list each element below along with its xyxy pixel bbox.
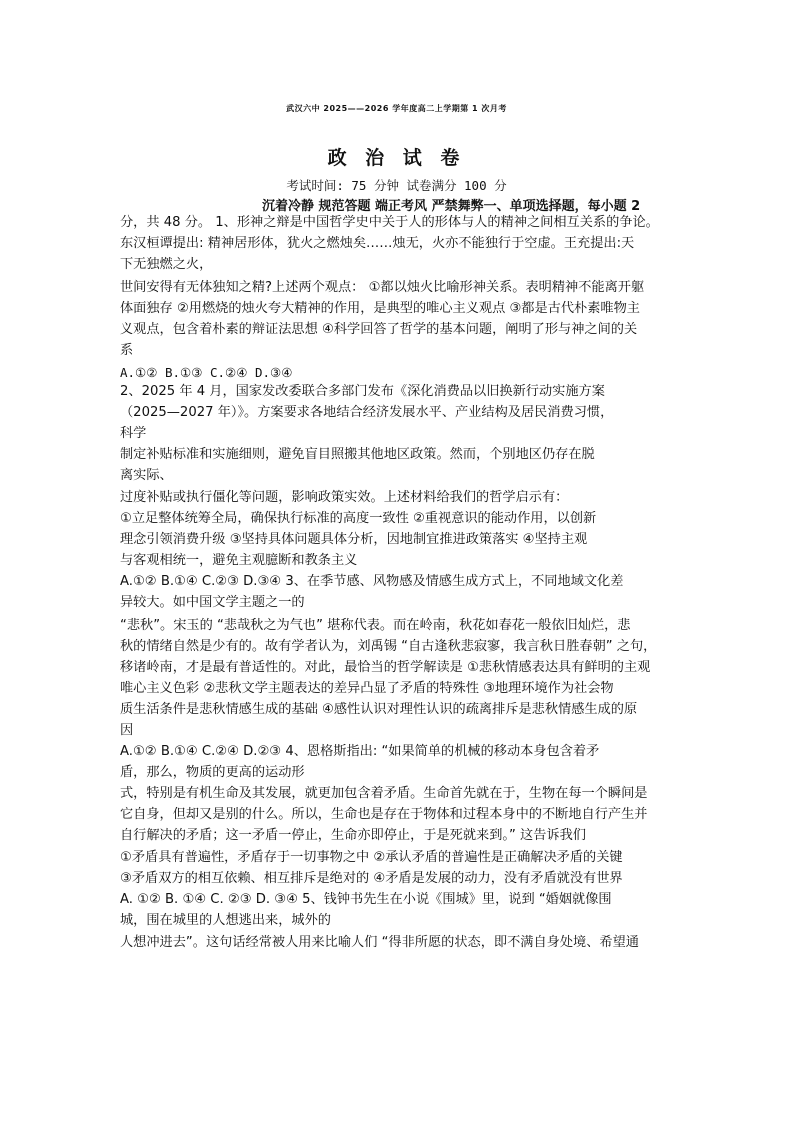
text-line: 秋的情绪自然是少有的。故有学者认为，刘禹锡 “自古逢秋悲寂寥，我言秋日胜春朝” 之句， bbox=[120, 639, 657, 654]
text-line: 分，共 48 分。 1、形神之辩是中国哲学史中关于人的形体与人的精神之间相互关系的争论。 bbox=[120, 215, 659, 230]
text-line: 制定补贴标准和实施细则，避免盲目照搬其他地区政策。然而，个别地区仍存在脱 bbox=[120, 447, 595, 462]
text-line: 自行解决的矛盾；这一矛盾一停止，生命亦即停止，于是死就来到。” 这告诉我们 bbox=[120, 828, 586, 843]
text-line: 体面独存 ②用燃烧的烛火夸大精神的作用，是典型的唯心主义观点 ③都是古代朴素唯物主 bbox=[120, 301, 640, 316]
text-line: ①立足整体统筹全局，确保执行标准的高度一致性 ②重视意识的能动作用，以创新 bbox=[120, 511, 597, 526]
text-line: 理念引领消费升级 ③坚持具体问题具体分析，因地制宜推进政策落实 ④坚持主观 bbox=[120, 532, 588, 547]
answer-options: A.①② B.①③ C.②④ D.③④ bbox=[120, 365, 293, 380]
text-line: 城，围在城里的人想逃出来，城外的 bbox=[120, 913, 331, 928]
text-line: 唯心主义色彩 ②悲秋文学主题表达的差异凸显了矛盾的特殊性 ③地理环境作为社会物 bbox=[120, 681, 614, 696]
text-line: 科学 bbox=[120, 426, 147, 441]
text-line: 它自身，但却又是别的什么。所以，生命也是存在于物体和过程本身中的不断地自行产生并 bbox=[120, 807, 648, 822]
text-line: ①矛盾具有普遍性，矛盾存于一切事物之中 ②承认矛盾的普遍性是正确解决矛盾的关键 bbox=[120, 850, 623, 865]
text-line: 世间安得有无体独知之精?上述两个观点： ①都以烛火比喻形神关系。表明精神不能离开躯 bbox=[120, 280, 645, 295]
text-line: 离实际、 bbox=[120, 468, 173, 483]
text-line: 系 bbox=[120, 343, 134, 358]
exam-info: 考试时间: 75 分钟 试卷满分 100 分 bbox=[286, 178, 507, 193]
text-line: 过度补贴或执行僵化等问题，影响政策实效。上述材料给我们的哲学启示有： bbox=[120, 490, 569, 505]
text-line: “悲秋”。宋玉的 “悲哉秋之为气也” 堪称代表。而在岭南，秋花如春花一般依旧灿烂，悲 bbox=[120, 618, 631, 633]
text-line: 质生活条件是悲秋情感生成的基础 ④感性认识对理性认识的疏离排斥是悲秋情感生成的原 bbox=[120, 702, 638, 717]
text-line: A.①② B.①④ C.②④ D.②③ 4、恩格斯指出: “如果简单的机械的移动本身包含着矛 bbox=[120, 744, 600, 759]
text-line: 因 bbox=[120, 723, 134, 738]
text-line: 义观点，包含着朴素的辩证法思想 ④科学回答了哲学的基本问题，阐明了形与神之间的关 bbox=[120, 322, 638, 337]
text-line: A.①② B.①④ C.②③ D.③④ 3、在季节感、风物感及情感生成方式上，不同地域文化差 bbox=[120, 574, 624, 589]
text-line: 式，特别是有机生命及其发展，就更加包含着矛盾。生命首先就在于，生物在每一个瞬间是 bbox=[120, 786, 648, 801]
text-line: A. ①② B. ①④ C. ②③ D. ③④ 5、钱钟书先生在小说《围城》里，说到 “婚姻就像围 bbox=[120, 892, 612, 907]
text-line: 与客观相统一，避免主观臆断和教条主义 bbox=[120, 553, 358, 568]
text-line: （2025—2027 年）》。方案要求各地结合经济发展水平、产业结构及居民消费习惯， bbox=[120, 405, 614, 420]
exam-title: 武汉六中 2025——2026 学年度高二上学期第 1 次月考 bbox=[286, 104, 507, 113]
text-line: 东汉桓谭提出: 精神居形体，犹火之燃烛矣……烛无，火亦不能独行于空虚。王充提出:天 bbox=[120, 236, 635, 251]
exam-motto: 沉着冷静 规范答题 端正考风 严禁舞弊一、单项选择题，每小题 2 bbox=[262, 199, 641, 214]
text-line: 盾，那么，物质的更高的运动形 bbox=[120, 765, 305, 780]
text-line: 下无独燃之火， bbox=[120, 257, 213, 272]
exam-subtitle: 政 治 试 卷 bbox=[327, 147, 466, 169]
text-line: ③矛盾双方的相互依赖、相互排斥是绝对的 ④矛盾是发展的动力，没有矛盾就没有世界 bbox=[120, 871, 623, 886]
text-line: 异较大。如中国文学主题之一的 bbox=[120, 595, 305, 610]
text-line: 2、2025 年 4 月，国家发改委联合多部门发布《深化消费品以旧换新行动实施方案 bbox=[120, 384, 605, 399]
text-line: 人想冲进去”。这句话经常被人用来比喻人们 “得非所愿的状态，即不满自身处境、希望通 bbox=[120, 935, 639, 950]
text-line: 移诸岭南，才是最有普适性的。对此，最恰当的哲学解读是 ①悲秋情感表达具有鲜明的主观 bbox=[120, 660, 651, 675]
